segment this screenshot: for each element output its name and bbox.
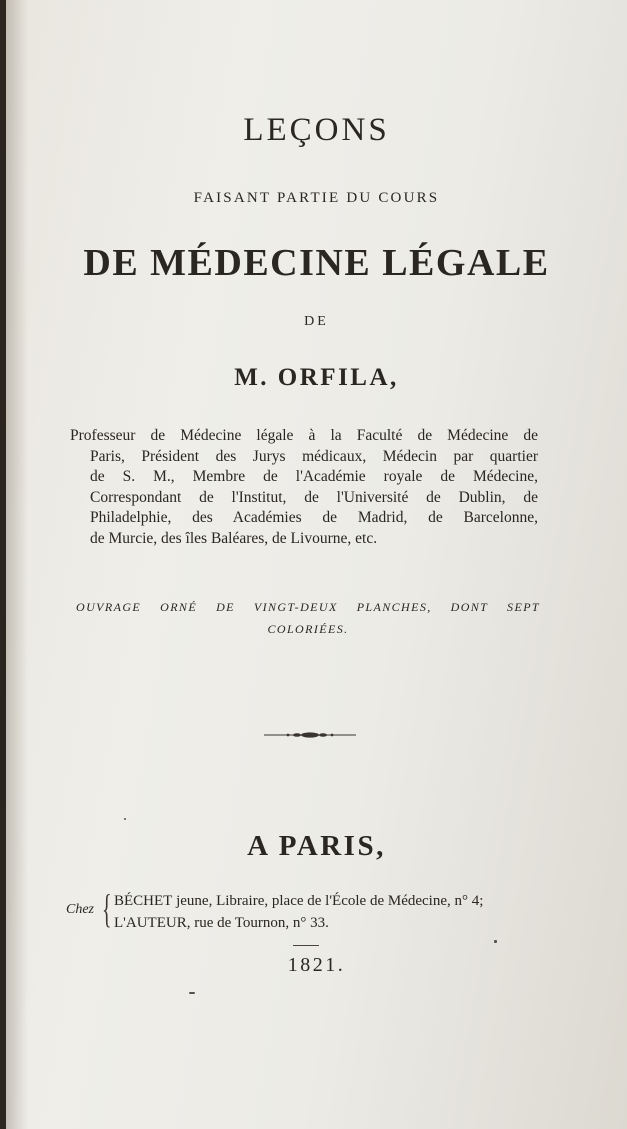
credentials-line: de Murcie, des îles Baléares, de Livourne, etc.: [90, 529, 378, 547]
publisher-name: BÉCHET: [114, 893, 173, 909]
author-imprint-name: L'AUTEUR: [114, 915, 187, 931]
publication-city: A PARIS,: [247, 830, 386, 862]
author-credentials: [70, 426, 538, 550]
paper-speck: [494, 940, 497, 943]
credentials-line: Professeur de Médecine légale à la Faculté de Médecine de: [70, 427, 538, 444]
credentials-line: de S. M., Membre de l'Académie royale de Médecine,: [90, 468, 538, 486]
credentials-line: Paris, Président des Jurys médicaux, Médecin par quartier: [90, 447, 538, 465]
plates-note: [76, 596, 540, 640]
imprint: [114, 890, 483, 934]
author-address: , rue de Tournon, n° 33.: [186, 915, 329, 931]
year-rule: [293, 945, 319, 946]
credentials-line: Correspondant de l'Institut, de l'Université de Dublin, de: [90, 488, 538, 506]
book-subtitle: FAISANT PARTIE DU COURS: [193, 190, 440, 206]
plates-note-line: COLORIÉES.: [267, 622, 349, 636]
paper-speck: [124, 818, 126, 820]
ornament-rule: [264, 728, 356, 742]
imprint-line-author: [114, 912, 483, 934]
paper-speck: [189, 992, 195, 994]
book-title: LEÇONS: [243, 112, 390, 148]
author-name: M. ORFILA,: [234, 364, 399, 391]
publication-year: 1821.: [287, 954, 346, 976]
plates-note-line: OUVRAGE ORNÉ DE VINGT-DEUX PLANCHES, DONT SEPT: [76, 600, 540, 614]
publisher-address: jeune, Libraire, place de l'École de Médecine, n° 4;: [172, 893, 484, 909]
imprint-chez: Chez: [66, 902, 94, 917]
author-preposition: DE: [304, 314, 329, 329]
title-page: [6, 0, 627, 1129]
imprint-brace: {: [102, 886, 112, 931]
credentials-line: Philadelphie, des Académies de Madrid, de Barcelonne,: [90, 509, 538, 527]
book-main-title: DE MÉDECINE LÉGALE: [83, 242, 550, 284]
imprint-line-publisher: [114, 890, 483, 912]
